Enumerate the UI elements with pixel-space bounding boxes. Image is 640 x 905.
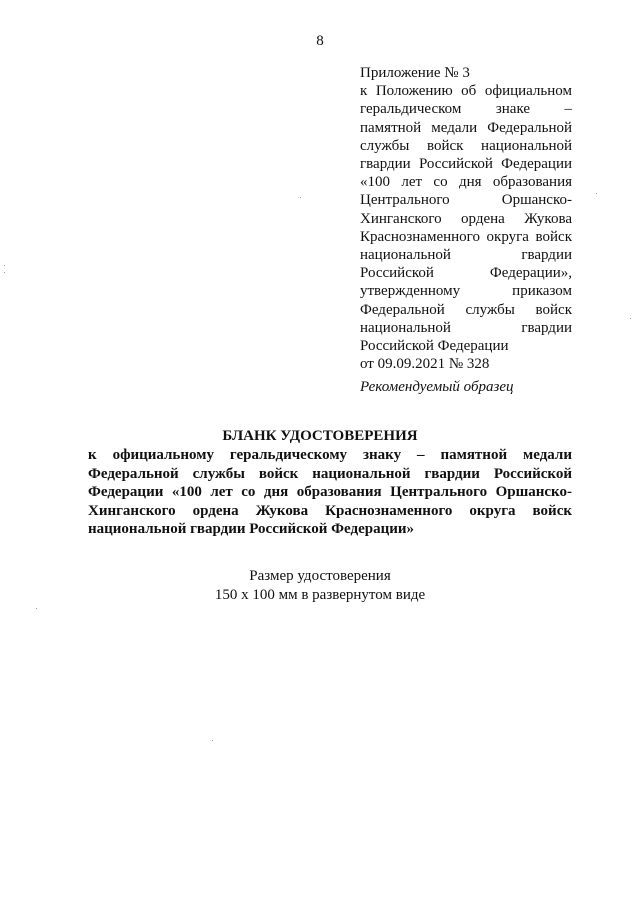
scan-speck bbox=[596, 193, 597, 194]
appendix-line: Федеральной службы войск bbox=[360, 301, 572, 318]
form-subtitle-line: Федерации «100 лет со дня образования Центрального Оршанско- bbox=[88, 484, 572, 501]
appendix-line: утвержденному приказом bbox=[360, 283, 572, 300]
certificate-size-value: 150 х 100 мм в развернутом виде bbox=[214, 587, 426, 603]
appendix-line: Центрального Оршанско- bbox=[360, 192, 572, 209]
appendix-line: Краснознаменного округа войск bbox=[360, 228, 572, 245]
form-subtitle-line: национальной гвардии Российской Федерации» bbox=[88, 521, 415, 538]
appendix-line: гвардии Российской Федерации bbox=[360, 156, 572, 173]
appendix-line: от 09.09.2021 № 328 bbox=[360, 356, 490, 373]
appendix-line: Приложение № 3 bbox=[360, 65, 470, 81]
appendix-line: Хинганского ордена Жукова bbox=[360, 210, 572, 227]
page-number: 8 bbox=[316, 33, 324, 49]
appendix-line: Российской Федерации bbox=[360, 338, 509, 355]
certificate-size-label: Размер удостоверения bbox=[249, 568, 391, 584]
form-subtitle-line: к официальному геральдическому знаку – памятной медали bbox=[88, 447, 572, 463]
form-title: БЛАНК УДОСТОВЕРЕНИЯ bbox=[222, 428, 418, 444]
appendix-line: национальной гвардии bbox=[360, 319, 572, 336]
scan-speck bbox=[300, 197, 301, 198]
appendix-line: памятной медали Федеральной bbox=[360, 119, 572, 136]
appendix-line: Российской Федерации», bbox=[360, 265, 572, 282]
certificate-size bbox=[0, 567, 640, 605]
scan-speck bbox=[630, 318, 631, 319]
recommended-sample-label: Рекомендуемый образец bbox=[360, 379, 514, 395]
form-subtitle-line: Хинганского ордена Жукова Краснознаменного округа войск bbox=[88, 502, 572, 519]
appendix-line: «100 лет со дня образования bbox=[360, 174, 572, 191]
scan-speck bbox=[4, 265, 5, 266]
appendix-line: геральдическом знаке – bbox=[360, 101, 572, 118]
scan-speck bbox=[212, 740, 213, 741]
form-subtitle-line: Федеральной службы войск национальной гвардии Российской bbox=[88, 465, 572, 482]
appendix-header bbox=[360, 64, 572, 373]
appendix-line: национальной гвардии bbox=[360, 247, 572, 264]
form-subtitle bbox=[88, 446, 572, 539]
appendix-line: к Положению об официальном bbox=[360, 83, 572, 100]
appendix-line: службы войск национальной bbox=[360, 137, 572, 154]
scan-speck bbox=[4, 272, 5, 273]
scan-speck bbox=[36, 608, 37, 609]
